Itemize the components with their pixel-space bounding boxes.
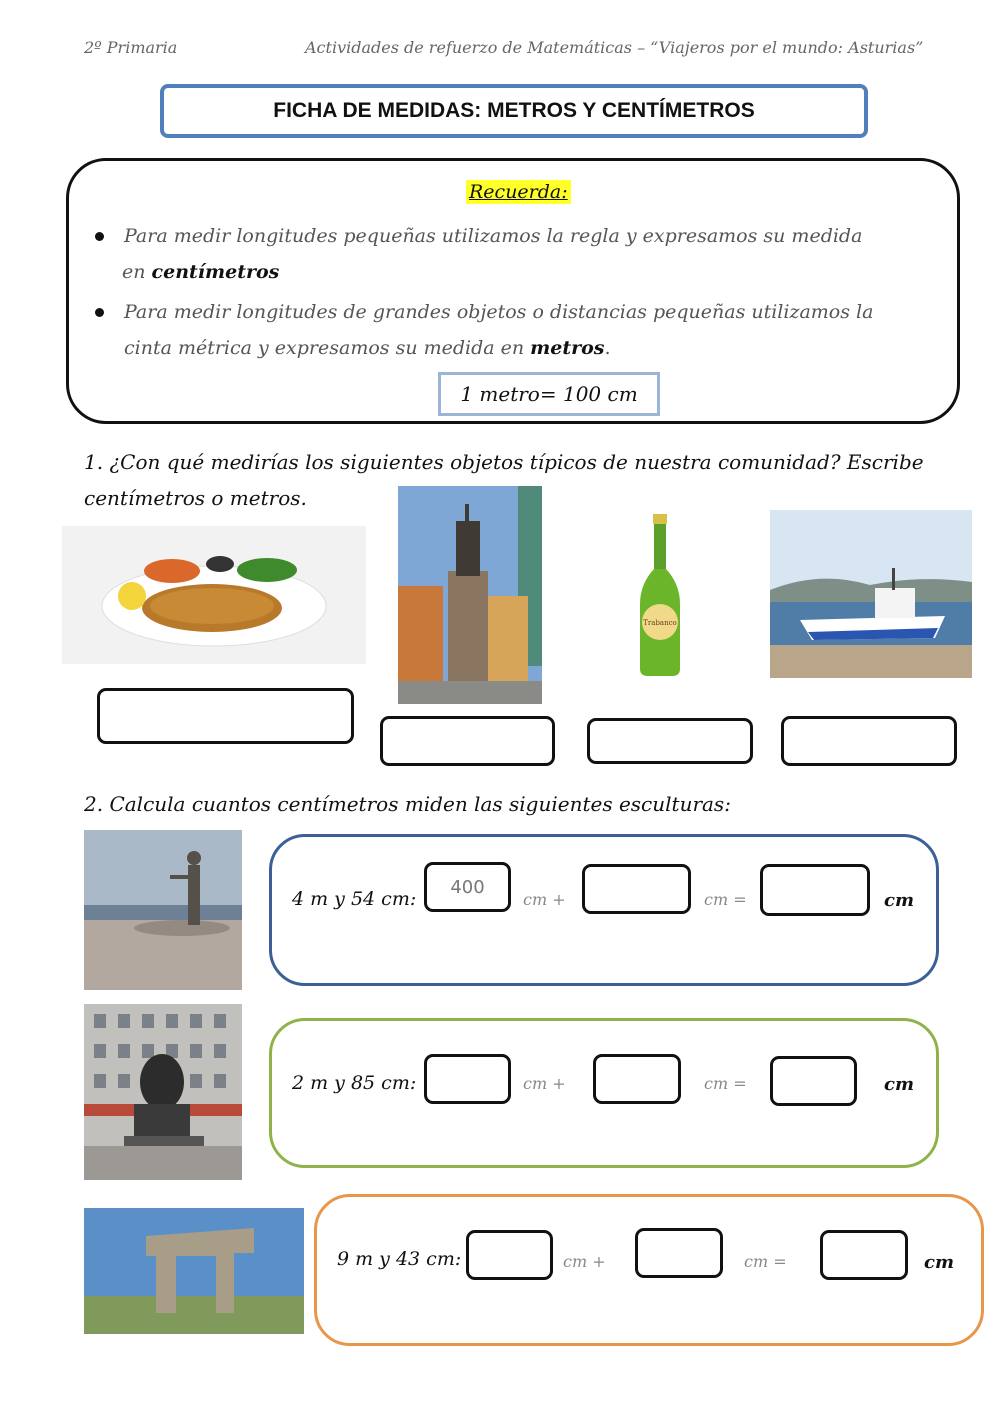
calc-3-meters-box[interactable] <box>466 1230 553 1280</box>
answer-box-food[interactable] <box>97 688 354 744</box>
food-image <box>62 526 366 664</box>
bullet-2-end: . <box>604 337 611 359</box>
bullet-1-line-2 <box>122 254 944 290</box>
calc-2-unit-3: cm <box>884 1074 915 1095</box>
calc-label-2: 2 m y 85 cm: <box>292 1072 417 1094</box>
q2-title: 2. Calcula cuantos centímetros miden las siguientes esculturas: <box>84 792 731 816</box>
bottle-label: Trabanco <box>643 619 677 627</box>
calc-3-unit-1: cm + <box>563 1252 606 1271</box>
calc-1-unit-2: cm = <box>704 890 747 909</box>
bullet-2-line-1: Para medir longitudes de grandes objetos o distancias pequeñas utilizamos la <box>124 301 874 323</box>
calc-3-unit-2: cm = <box>744 1252 787 1271</box>
bullet-1 <box>124 218 944 290</box>
calc-2-result-box[interactable] <box>770 1056 857 1106</box>
calc-1-cm-box[interactable] <box>582 864 691 914</box>
calc-2-cm-box[interactable] <box>593 1054 681 1104</box>
sculpture-3-image <box>84 1208 304 1334</box>
statue-image <box>398 486 542 704</box>
header-subtitle: Actividades de refuerzo de Matemáticas – “Viajeros por el mundo: Asturias” <box>305 38 924 57</box>
answer-box-statue[interactable] <box>380 716 555 766</box>
bullet-1-pre: en <box>122 261 152 283</box>
bullet-1-line-1: Para medir longitudes pequeñas utilizamos la regla y expresamos su medida <box>124 225 863 247</box>
sculpture-2-image <box>84 1004 242 1180</box>
calc-3-cm-box[interactable] <box>635 1228 723 1278</box>
calc-1-result-box[interactable] <box>760 864 870 916</box>
bullet-dot <box>95 232 104 241</box>
header-grade: 2º Primaria <box>84 38 178 57</box>
worksheet-title: FICHA DE MEDIDAS: METROS Y CENTÍMETROS <box>160 84 868 138</box>
calc-2-meters-box[interactable] <box>424 1054 511 1104</box>
q1-line-2: centímetros o metros. <box>84 486 307 510</box>
calc-1-meters-box[interactable]: 400 <box>424 862 511 912</box>
calc-1-unit-1: cm + <box>523 890 566 909</box>
cider-bottle-image <box>636 514 684 676</box>
bullet-2-pre: cinta métrica y expresamos su medida en <box>124 337 531 359</box>
bullet-1-bold: centímetros <box>151 261 280 283</box>
calc-2-unit-2: cm = <box>704 1074 747 1093</box>
calc-1-unit-3: cm <box>884 890 915 911</box>
sculpture-1-image <box>84 830 242 990</box>
bullet-dot <box>95 308 104 317</box>
equivalence-box: 1 metro= 100 cm <box>438 372 660 416</box>
boat-image <box>770 510 972 678</box>
answer-box-boat[interactable] <box>781 716 957 766</box>
recuerda-heading: Recuerda: <box>466 180 571 204</box>
calc-2-unit-1: cm + <box>523 1074 566 1093</box>
bullet-2 <box>124 294 944 366</box>
bullet-2-line-2 <box>124 330 944 366</box>
answer-box-bottle[interactable] <box>587 718 753 764</box>
calc-3-unit-3: cm <box>924 1252 955 1273</box>
calc-label-3: 9 m y 43 cm: <box>337 1248 462 1270</box>
bullet-2-bold: metros <box>530 337 605 359</box>
q1-line-1: 1. ¿Con qué medirías los siguientes objetos típicos de nuestra comunidad? Escribe <box>84 450 924 474</box>
calc-3-result-box[interactable] <box>820 1230 908 1280</box>
calc-label-1: 4 m y 54 cm: <box>292 888 417 910</box>
